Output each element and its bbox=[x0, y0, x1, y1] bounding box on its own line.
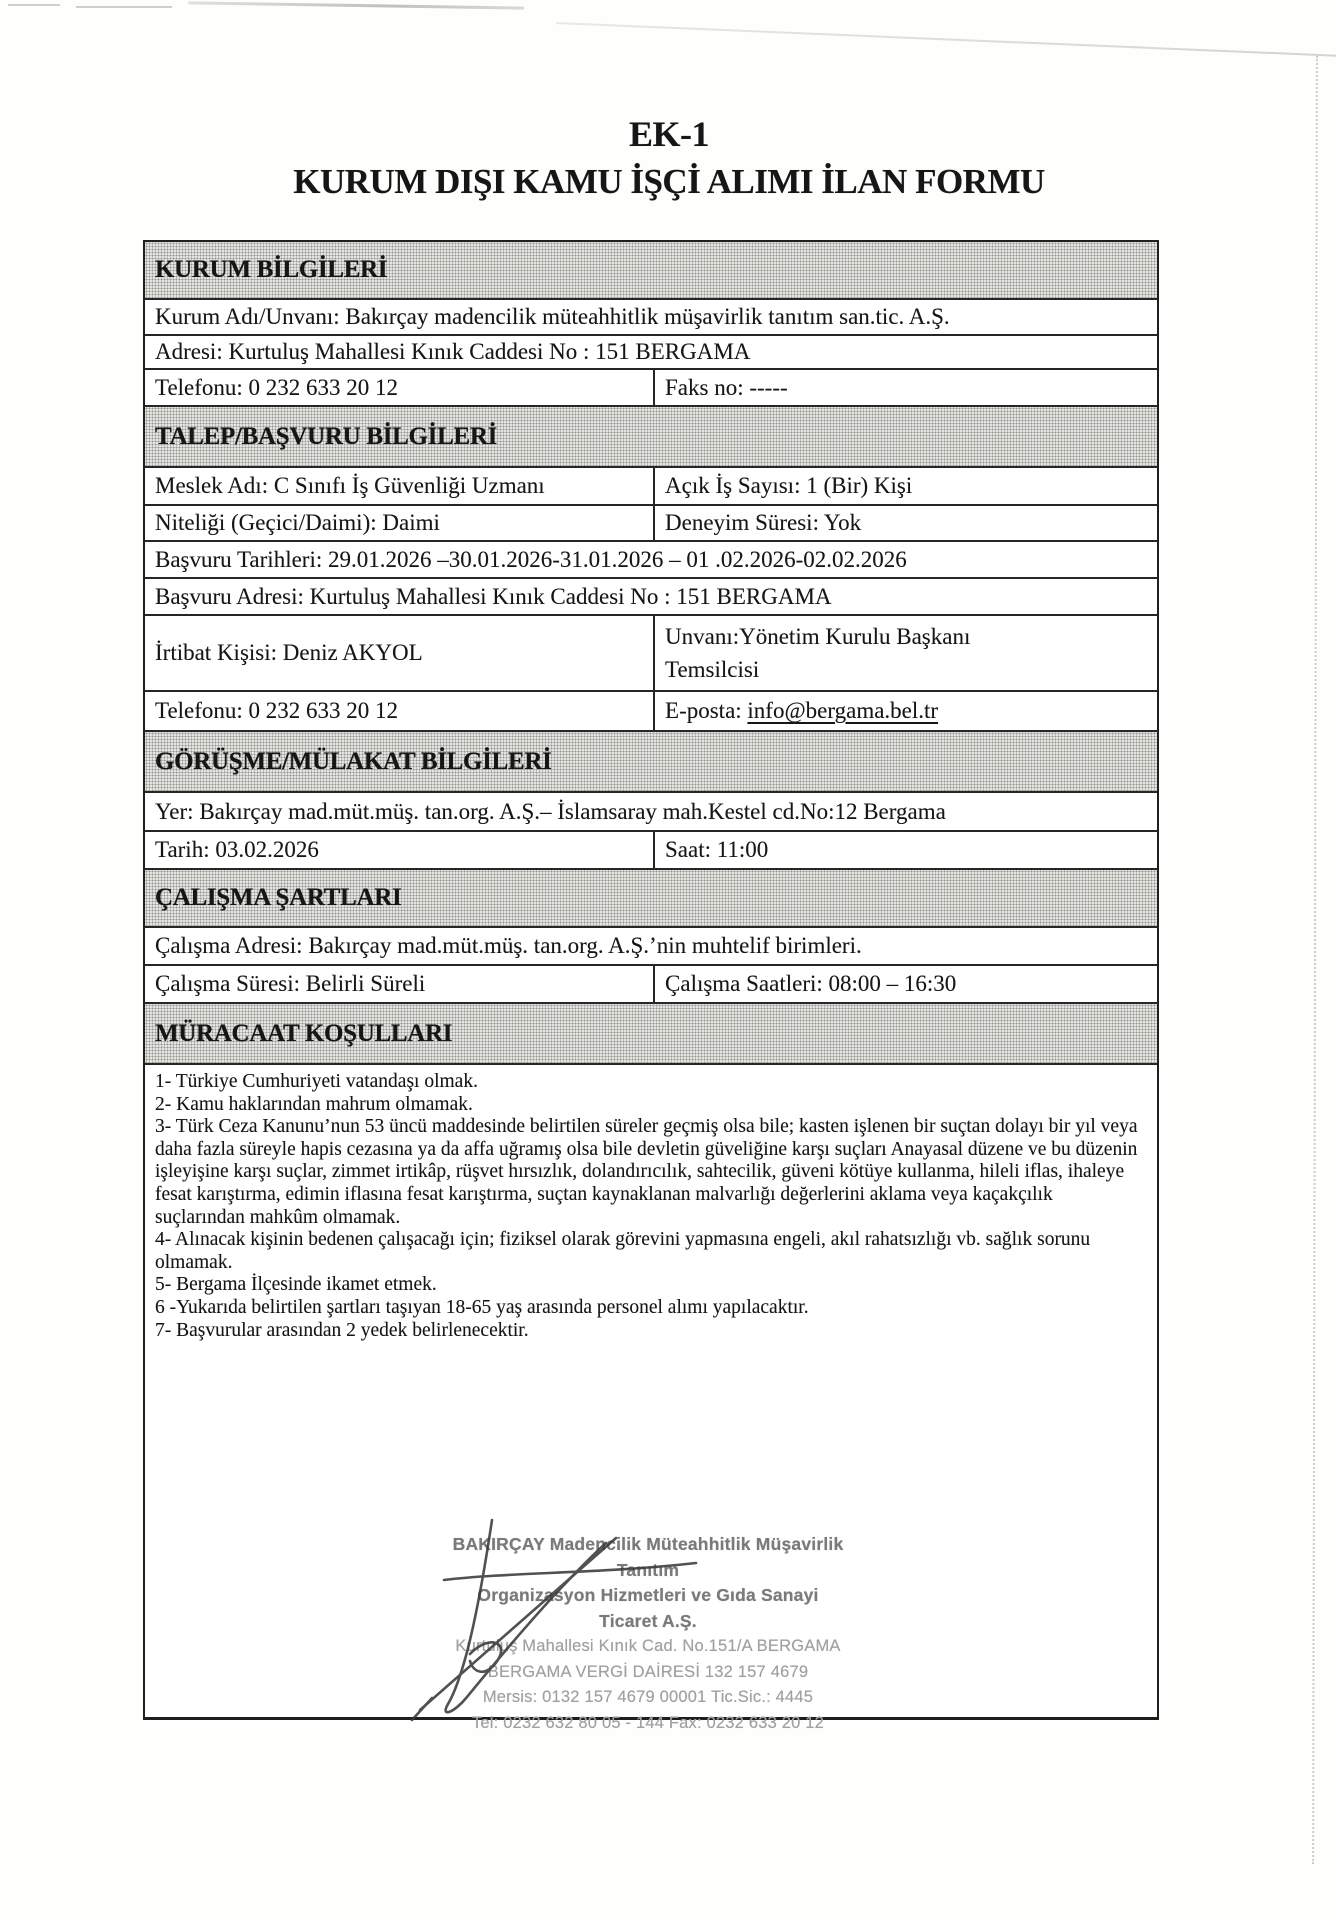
form-main-title: KURUM DIŞI KAMU İŞÇİ ALIMI İLAN FORMU bbox=[293, 162, 1045, 201]
field-saat: Saat: 11:00 bbox=[653, 832, 1157, 868]
condition-item-7: 7- Başvurular arasından 2 yedek belirlenecektir. bbox=[155, 1319, 529, 1341]
stamp-line-mersis: Mersis: 0132 157 4679 00001 Tic.Sic.: 4445 bbox=[482, 1688, 814, 1706]
stamp-line-phone: Tel: 0232 632 80 05 - 144 Fax: 0232 633 20 12 bbox=[471, 1713, 825, 1732]
scan-artifact-streak bbox=[188, 1, 524, 9]
field-calisma-saatleri: Çalışma Saatleri: 08:00 – 16:30 bbox=[653, 966, 1157, 1002]
field-deneyim-suresi: Deneyim Süresi: Yok bbox=[653, 506, 1157, 540]
condition-item-4: 4- Alınacak kişinin bedenen çalışacağı için; fiziksel olarak görevini yapmasına engeli, akıl rahatsızlığı vb. sağlık sorunu olmamak. bbox=[155, 1229, 1091, 1273]
field-tarih: Tarih: 03.02.2026 bbox=[155, 837, 319, 862]
scan-artifact-dash bbox=[8, 4, 60, 6]
field-telefonu-2: Telefonu: 0 232 633 20 12 bbox=[155, 698, 399, 723]
field-calisma-suresi: Çalışma Süresi: Belirli Süreli bbox=[155, 971, 426, 996]
condition-item-5: 5- Bergama İlçesinde ikamet etmek. bbox=[155, 1274, 437, 1296]
field-basvuru-adresi: Başvuru Adresi: Kurtuluş Mahallesi Kınık Caddesi No : 151 BERGAMA bbox=[155, 583, 832, 609]
field-faks-no: Faks no: ----- bbox=[653, 370, 1157, 405]
field-adresi: Adresi: Kurtuluş Mahallesi Kınık Caddesi No : 151 BERGAMA bbox=[155, 339, 751, 364]
condition-item-6: 6 -Yukarıda belirtilen şartları taşıyan 18-65 yaş arasında personel alımı yapılacaktır. bbox=[155, 1296, 809, 1318]
document-title-block bbox=[153, 116, 1185, 199]
form-code-title: EK-1 bbox=[628, 114, 709, 154]
field-calisma-adresi: Çalışma Adresi: Bakırçay mad.müt.müş. tan.org. A.Ş.’nin muhtelif birimleri. bbox=[155, 933, 862, 958]
field-acik-is-sayisi: Açık İş Sayısı: 1 (Bir) Kişi bbox=[653, 468, 1157, 504]
stamp-line-company-1: BAKIRÇAY Madencilik Müteahhitlik Müşavirlik Tanıtım bbox=[452, 1534, 844, 1580]
field-unvani: Unvanı:Yönetim Kurulu Başkanı Temsilcisi bbox=[653, 616, 1157, 690]
condition-item-2: 2- Kamu haklarından mahrum olmamak. bbox=[155, 1093, 473, 1115]
scan-artifact-vertical-line bbox=[1312, 56, 1318, 1864]
scan-artifact-dash bbox=[76, 6, 172, 8]
field-telefonu: Telefonu: 0 232 633 20 12 bbox=[155, 374, 399, 400]
stamp-line-company-2: Organizasyon Hizmetleri ve Gıda Sanayi Ticaret A.Ş. bbox=[477, 1585, 819, 1631]
condition-item-3: 3- Türk Ceza Kanunu’nun 53 üncü maddesinde belirtilen süreler geçmiş olsa bile; kasten işlenen bir suçtan dolayı bir yıl veya daha fazla süreyle hapis cezasına ya da affa uğramış olsa bile devletin güveliğine karşı suçları Anayasal düzene ve bu düzenin işleyişine karşı suçlar, zimmet irtikâp, rüşvet hırsızlık, dolandırıcılık, sahtecilik, güveni kötüye kullanma, hileli iflas, ihaleye fesat karıştırma, edimin iflasına fesat karıştırma, suçtan kaynaklanan malvarlığı değerlerini aklama veya kaçakçılık suçlarından mahkûm olmamak. bbox=[155, 1116, 1138, 1228]
eposta-address: info@bergama.bel.tr bbox=[747, 698, 939, 723]
field-basvuru-tarihleri: Başvuru Tarihleri: 29.01.2026 –30.01.2026-31.01.2026 – 01 .02.2026-02.02.2026 bbox=[155, 546, 907, 572]
company-stamp bbox=[448, 1532, 848, 1736]
field-eposta bbox=[653, 692, 1157, 730]
field-kurum-adi: Kurum Adı/Unvanı: Bakırçay madencilik müteahhitlik müşavirlik tanıtım san.tic. A.Ş. bbox=[155, 304, 950, 329]
stamp-line-tax: BERGAMA VERGİ DAİRESİ 132 157 4679 bbox=[487, 1662, 809, 1681]
section-header-talep-basvuru: TALEP/BAŞVURU BİLGİLERİ bbox=[145, 407, 1157, 468]
section-header-muracaat-kosullari: MÜRACAAT KOŞULLARI bbox=[145, 1004, 1157, 1065]
field-meslek-adi: Meslek Adı: C Sınıfı İş Güvenliği Uzmanı bbox=[155, 473, 545, 498]
form-table bbox=[143, 240, 1159, 1720]
eposta-label: E-posta: bbox=[665, 698, 748, 723]
field-yer: Yer: Bakırçay mad.müt.müş. tan.org. A.Ş.– İslamsaray mah.Kestel cd.No:12 Bergama bbox=[155, 798, 946, 824]
field-irtibat-kisisi: İrtibat Kişisi: Deniz AKYOL bbox=[155, 640, 423, 665]
condition-item-1: 1- Türkiye Cumhuriyeti vatandaşı olmak. bbox=[155, 1071, 478, 1092]
stamp-line-address: Kurtuluş Mahallesi Kınık Cad. No.151/A BERGAMA bbox=[455, 1637, 841, 1655]
field-niteligi: Niteliği (Geçici/Daimi): Daimi bbox=[155, 510, 440, 535]
section-header-gorusme-mulakat: GÖRÜŞME/MÜLAKAT BİLGİLERİ bbox=[145, 732, 1157, 793]
scan-artifact-streak bbox=[556, 22, 1336, 57]
section-header-kurum-bilgileri: KURUM BİLGİLERİ bbox=[145, 242, 1157, 300]
section-header-calisma-sartlari: ÇALIŞMA ŞARTLARI bbox=[145, 870, 1157, 928]
